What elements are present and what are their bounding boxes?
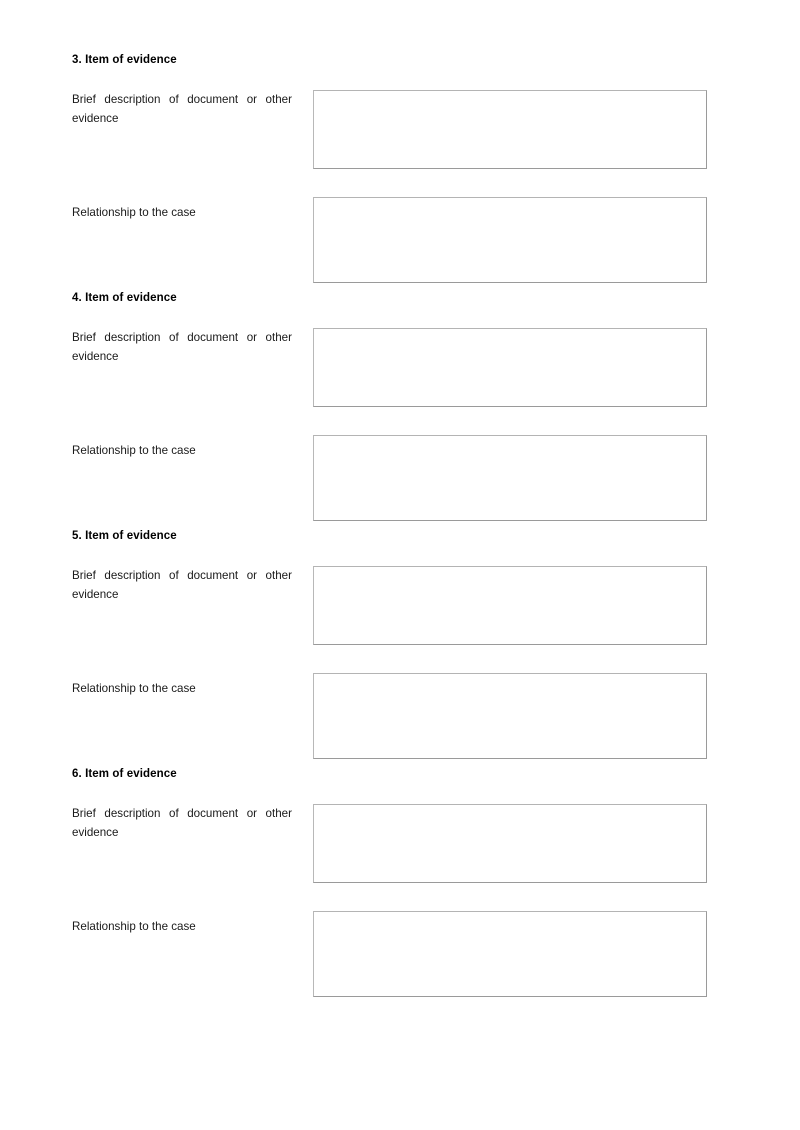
- field-label-description-3: Brief description of document or other evidence: [72, 93, 292, 125]
- section-heading-3: 3. Item of evidence: [72, 54, 177, 66]
- field-label-description-5: Brief description of document or other evidence: [72, 569, 292, 601]
- section-heading-5: 5. Item of evidence: [72, 530, 177, 542]
- field-box-description-3[interactable]: [313, 90, 707, 169]
- field-box-relationship-5[interactable]: [313, 673, 707, 759]
- field-label-relationship-4: Relationship to the case: [72, 444, 196, 457]
- form-content: [72, 53, 710, 933]
- field-box-value-description-4: [314, 329, 706, 406]
- field-box-value-description-3: [314, 91, 706, 168]
- field-box-description-5[interactable]: [313, 566, 707, 645]
- field-label-description-6: Brief description of document or other evidence: [72, 807, 292, 839]
- field-box-relationship-3[interactable]: [313, 197, 707, 283]
- section-heading-4: 4. Item of evidence: [72, 292, 177, 304]
- field-box-value-relationship-5: [314, 674, 706, 758]
- field-box-value-description-5: [314, 567, 706, 644]
- field-label-relationship-6: Relationship to the case: [72, 920, 196, 933]
- field-box-value-description-6: [314, 805, 706, 882]
- field-label-description-4: Brief description of document or other evidence: [72, 331, 292, 363]
- field-box-relationship-6[interactable]: [313, 911, 707, 997]
- field-box-description-6[interactable]: [313, 804, 707, 883]
- field-box-value-relationship-3: [314, 198, 706, 282]
- field-box-value-relationship-4: [314, 436, 706, 520]
- section-heading-6: 6. Item of evidence: [72, 768, 177, 780]
- field-label-relationship-5: Relationship to the case: [72, 682, 196, 695]
- field-label-relationship-3: Relationship to the case: [72, 206, 196, 219]
- field-box-relationship-4[interactable]: [313, 435, 707, 521]
- field-box-description-4[interactable]: [313, 328, 707, 407]
- field-box-value-relationship-6: [314, 912, 706, 996]
